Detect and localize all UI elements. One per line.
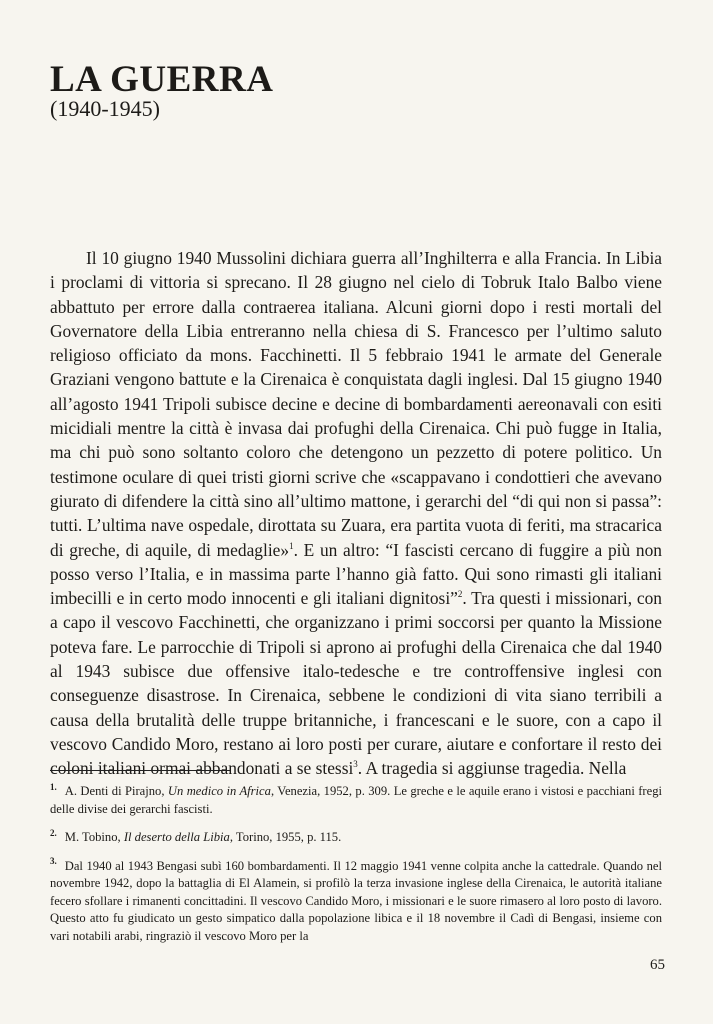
footnote-text: M. Tobino, — [64, 830, 124, 844]
footnote-text: Dal 1940 al 1943 Bengasi subì 160 bombardamenti. Il 12 maggio 1941 venne colpita anche la cattedrale. Quando nel novembre 1942, dopo la battaglia di El Alamein, si profilò la terza invasione inglese della Cirenaica, le autorità italiane fecero sfollare i rimanenti concittadini. Il vescovo Candido Moro, i missionari e le suore rimasero al loro posto di lavoro. Questo atto fu giudicato un gesto simpatico dalla popolazione libica e il 18 novembre il Cadì di Bengasi, insieme con vari notabili arabi, ringraziò il vescovo Moro per la — [50, 858, 662, 943]
body-paragraph — [50, 246, 662, 781]
footnote-2 — [50, 829, 662, 847]
footnote-ref-1: 1 — [289, 540, 294, 551]
body-text-part-2: . E un altro: “I fascisti cercano di fuggire a più non posso verso l’Italia, e in massima parte l’hanno già fatto. Qui sono rimasti gli italiani imbecilli e in certo modo innocenti e gli italiani dignitosi” — [50, 539, 662, 609]
footnote-divider — [50, 770, 230, 771]
body-text-part-1: Il 10 giugno 1940 Mussolini dichiara guerra all’Inghilterra e alla Francia. In Libia i proclami di vittoria si sprecano. Il 28 giugno nel cielo di Tobruk Italo Balbo viene abbattuto per errore dalla contraerea italiana. Alcuni giorni dopo i resti mortali del Governatore della Libia entreranno nella chiesa di S. Francesco per l’ultimo saluto religioso officiato da mons. Facchinetti. Il 5 febbraio 1941 le armate del Generale Graziani vengono battute e la Cirenaica è conquistata dagli inglesi. Dal 15 giugno 1940 all’agosto 1941 Tripoli subisce decine e decine di bombardamenti aereonavali con esiti micidiali mentre la città è invasa dai profughi della Cirenaica. Chi può fugge in Italia, ma chi può sono soltanto coloro che detengono un pezzetto di potere politico. Un testimone oculare di quei tristi giorni scrive che «scappavano i condottieri che avevano giurato di difendere la città sino all’ultimo mattone, i gerarchi del “di qui non si passa”: tutti. L’ultima nave ospedale, dirottata su Zuara, era partita vuota di feriti, ma stracarica di greche, di aquile, di medaglie» — [50, 248, 662, 560]
chapter-title: LA GUERRA — [50, 59, 274, 100]
footnote-3 — [50, 858, 662, 946]
chapter-subtitle: (1940-1945) — [50, 96, 160, 121]
footnote-text: A. Denti di Pirajno, — [64, 784, 168, 798]
footnote-1 — [50, 783, 662, 818]
footnotes — [50, 783, 662, 956]
footnote-title: Il deserto della Libia — [123, 830, 230, 844]
footnote-ref-2: 2 — [457, 589, 463, 600]
footnote-number: 1. — [50, 781, 57, 792]
footnote-title: Un medico in Africa — [167, 784, 271, 798]
footnote-number: 2. — [50, 827, 57, 838]
page-number: 65 — [650, 957, 665, 973]
footnote-text: , Torino, 1955, p. 115. — [229, 830, 342, 844]
footnote-ref-3: 3 — [353, 759, 358, 770]
footnote-number: 3. — [50, 856, 57, 867]
body-text-part-3: . Tra questi i missionari, con a capo il vescovo Facchinetti, che organizzano i primi soccorsi per quanto la Missione poteva fare. Le parrocchie di Tripoli si aprono ai profughi della Cirenaica che dal 1940 al 1943 subisce due offensive italo-tedesche e tre controffensive inglesi con conseguenze disastrose. In Cirenaica, sebbene le condizioni di vita siano terribili a causa della brutalità delle truppe britanniche, i francescani e le suore, con a capo il vescovo Candido Moro, restano ai loro posti per curare, aiutare e confortare il resto dei coloni italiani ormai abbandonati a se stessi — [50, 588, 662, 779]
body-text-part-4: . A tragedia si aggiunse tragedia. Nella — [357, 758, 627, 779]
footnote-text: , Venezia, 1952, p. 309. Le greche e le aquile erano i vistosi e pacchiani fregi delle divise dei gerarchi fascisti. — [50, 784, 662, 816]
